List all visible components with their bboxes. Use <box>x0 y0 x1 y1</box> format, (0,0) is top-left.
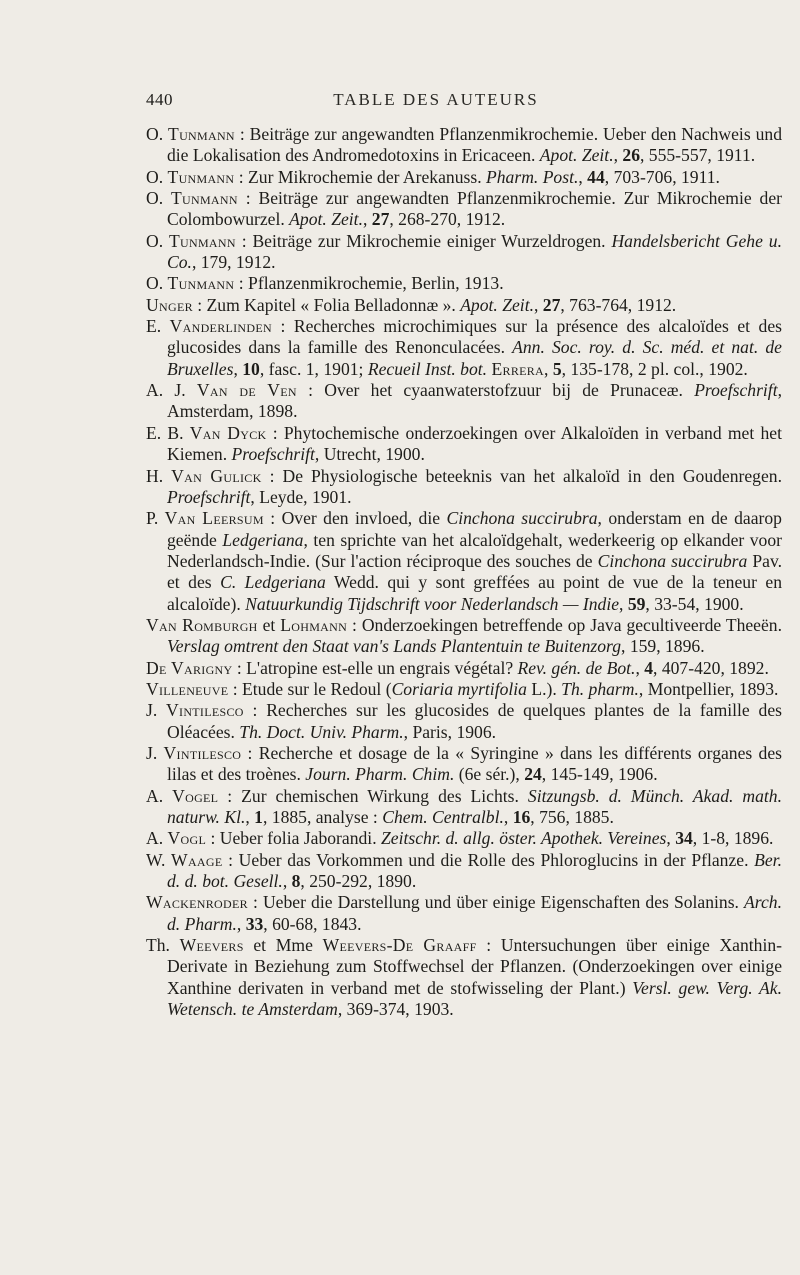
bibliography-entry <box>146 850 782 893</box>
volume-number: 10 <box>242 358 260 379</box>
entry-text: , 268-270, 1912. <box>389 209 506 230</box>
entry-text: , <box>245 807 255 827</box>
publication-title: Th. pharm. <box>561 678 639 699</box>
entry-text: , <box>635 657 645 678</box>
entry-text: , Montpellier, 1893. <box>638 678 779 699</box>
entry-text: Pav. et des <box>167 550 782 593</box>
entry-text: : Untersuchungen über einige Xanthin-Derivate in Beziehung zum Stoffwechsel der Pflanzen. (Onderzoekingen over einige Xanthine derivaten in verband met de stofwisseling der Plant.) <box>167 935 782 998</box>
entry-text: J. <box>146 700 167 721</box>
entry-text: : Over het cyaanwaterstofzuur bij de Prunaceæ. <box>296 380 695 401</box>
author-name: Tunmann <box>167 273 235 294</box>
entry-text: , 33-54, 1900. <box>645 593 744 614</box>
entry-text: : Recherches microchimiques sur la présence des alcaloïdes et des glucosides dans la famille des Renonculacées. <box>167 316 783 358</box>
entry-text: : Beiträge zur Mikrochemie einiger Wurzeldrogen. <box>235 230 612 251</box>
entry-text: , 135-178, 2 pl. col., 1902. <box>561 358 748 379</box>
entry-text: et <box>257 614 281 635</box>
entry-text: , 407-420, 1892. <box>653 657 769 678</box>
bibliography-entry <box>146 466 782 509</box>
entry-text: , 1-8, 1896. <box>692 828 774 849</box>
publication-title: Arch. d. Pharm. <box>167 892 782 934</box>
author-name: Vogl <box>167 828 207 849</box>
author-name: Tunmann <box>170 188 238 209</box>
author-name: Tunmann <box>168 124 235 144</box>
publication-title: Apot. Zeit. <box>289 209 363 230</box>
bibliography-entry <box>146 231 782 274</box>
publication-title: Journ. Pharm. Chim. <box>305 764 455 785</box>
entry-text: H. <box>146 465 172 486</box>
entry-text: : Beiträge zur angewandten Pflanzenmikrochemie. Ueber den Nachweis und die Lokalisation des Andromedotoxins in Ericaceen. <box>167 124 782 166</box>
publication-title: Versl. gew. Verg. Ak. Wetensch. te Amsterdam <box>167 977 782 1020</box>
volume-number: 34 <box>675 828 693 849</box>
entry-text: : L'atropine est-elle un engrais végétal? <box>232 657 518 678</box>
volume-number: 27 <box>371 209 390 230</box>
publication-title: Apot. Zeit. <box>460 294 534 315</box>
publication-title: Rev. gén. de Bot. <box>517 657 636 678</box>
entry-text: , <box>282 871 292 892</box>
entry-text: A. <box>146 828 168 849</box>
entry-text: : Phytochemische onderzoekingen over Alkaloïden in verband met het Kiemen. <box>167 422 782 465</box>
entry-text: , ten sprichte van het alcaloïdgehalt, wederkeerig op elkander voor Nederlandsch-Indie. (Sur l'action réciproque des souches de <box>167 529 782 571</box>
publication-title: Cinchona succirubra <box>597 550 748 571</box>
entry-text: , Utrecht, 1900. <box>314 444 425 465</box>
bibliography-entry <box>146 295 782 316</box>
entry-text: O. <box>146 188 171 209</box>
entry-text: , <box>544 358 553 379</box>
entry-text: , 756, 1885. <box>530 807 614 827</box>
publication-title: Natuurkundig Tijdschrift voor Nederlandsch — Indie <box>245 593 620 614</box>
entry-text: , <box>503 807 513 827</box>
entry-text: W. <box>146 849 172 870</box>
entry-text: : Zur chemischen Wirkung des Lichts. <box>218 785 528 806</box>
volume-number: 26 <box>622 145 640 166</box>
publication-title: Apot. Zeit. <box>539 145 614 166</box>
author-name: De Varigny <box>146 657 233 678</box>
publication-title: Chem. Centralbl. <box>382 807 504 827</box>
publication-title: Pharm. Post. <box>486 166 579 187</box>
entry-text: , <box>578 166 588 187</box>
entry-text: : Onderzoekingen betreffende op Java gecultiveerde Theeën. <box>347 614 782 635</box>
bibliography-entry <box>146 423 782 466</box>
publication-title: C. Ledgeriana <box>220 572 326 593</box>
entry-text: , 179, 1912. <box>191 252 276 273</box>
entry-text: , <box>533 294 543 315</box>
entry-text: Wedd. qui y sont greffées au point de vue de la teneur en alcaloïde). <box>167 572 783 614</box>
entry-text: E. <box>146 316 170 337</box>
publication-title: Coriaria myrtifolia <box>391 678 527 699</box>
entry-text: , 250-292, 1890. <box>300 871 417 892</box>
bibliography-entry <box>146 615 782 658</box>
entry-text: , fasc. 1, 1901; <box>259 358 368 379</box>
bibliography-entry <box>146 508 782 615</box>
bibliography-entry <box>146 124 782 167</box>
entry-text: : Ueber die Darstellung und über einige Eigenschaften des Solanins. <box>247 892 745 913</box>
entry-text: : Over den invloed, die <box>263 508 447 529</box>
bibliography-entry <box>146 316 782 380</box>
entry-text: , <box>613 145 623 166</box>
author-name: Lohmann <box>280 614 348 635</box>
author-name: Errera <box>491 358 545 379</box>
bibliography-entry <box>146 892 782 935</box>
author-name: Van Dyck <box>189 422 267 443</box>
entry-text: , 369-374, 1903. <box>337 999 454 1020</box>
volume-number: 33 <box>245 913 264 934</box>
author-name: Unger <box>146 294 193 315</box>
page-number: 440 <box>146 90 173 109</box>
volume-number: 5 <box>552 358 562 379</box>
entry-text: : Recherches sur les glucosides de quelques plantes de la famille des Oléacées. <box>167 700 782 742</box>
bibliography-entry <box>146 167 782 188</box>
entry-text: , 145-149, 1906. <box>541 764 658 785</box>
entry-text: , <box>362 209 372 230</box>
entry-text: (6e sér.), <box>454 764 525 785</box>
volume-number: 8 <box>291 871 301 892</box>
bibliography-entry <box>146 935 782 1020</box>
entry-text: J. <box>146 742 164 763</box>
author-name: Van Leersum <box>164 508 264 529</box>
author-index-list <box>146 124 782 1020</box>
entry-text: L.). <box>526 678 562 699</box>
entry-text: E. B. <box>146 422 190 443</box>
entry-text: , <box>666 828 676 849</box>
entry-text: O. <box>146 273 168 294</box>
running-head <box>146 90 786 114</box>
entry-text: , Leyde, 1901. <box>250 486 352 507</box>
bibliography-entry <box>146 658 782 679</box>
entry-text: Th. <box>146 935 180 956</box>
bibliography-entry <box>146 679 782 700</box>
volume-number: 27 <box>542 294 561 315</box>
author-name: Weevers <box>179 935 244 956</box>
volume-number: 44 <box>587 166 605 187</box>
entry-text: A. <box>146 785 173 806</box>
author-name: Vintilesco <box>163 742 242 763</box>
author-name: Van Gulick <box>171 465 262 486</box>
author-name: Vintilesco <box>166 700 244 721</box>
author-name: Wackenroder <box>146 892 248 913</box>
entry-text: : De Physiologische beteeknis van het alkaloïd in den Goudenregen. <box>261 465 782 486</box>
publication-title: Proefschrift <box>167 486 251 507</box>
publication-title: Proefschrift <box>694 380 778 401</box>
entry-text: , Paris, 1906. <box>403 721 497 742</box>
bibliography-entry <box>146 700 782 743</box>
entry-text: , 555-557, 1911. <box>639 145 756 166</box>
bibliography-entry <box>146 828 782 849</box>
author-name: Van Romburgh <box>146 614 258 635</box>
entry-text: O. <box>146 124 169 144</box>
entry-text: , 159, 1896. <box>621 636 705 657</box>
entry-text: , onderstam en de daarop geënde <box>167 508 782 550</box>
bibliography-entry <box>146 743 782 786</box>
entry-text: et Mme <box>243 935 323 956</box>
bibliography-entry <box>146 188 782 231</box>
publication-title: Th. Doct. Univ. Pharm. <box>239 721 404 742</box>
volume-number: 1 <box>254 807 263 827</box>
publication-title: Ber. d. d. bot. Gesell. <box>167 849 782 892</box>
entry-text: : Etude sur le Redoul ( <box>228 678 392 699</box>
entry-text: O. <box>146 166 168 187</box>
bibliography-entry <box>146 273 782 294</box>
entry-text: , <box>233 358 243 379</box>
publication-title: Recueil Inst. bot. <box>367 358 488 379</box>
author-name: Waage <box>171 849 223 870</box>
volume-number: 4 <box>644 657 654 678</box>
author-name: Weevers-De Graaff <box>322 935 477 956</box>
publication-title: Sitzungsb. d. Münch. Akad. math. naturw. Kl. <box>167 785 782 827</box>
publication-title: Ann. Soc. roy. d. Sc. méd. et nat. de Bruxelles <box>167 337 782 379</box>
entry-text: , Amsterdam, 1898. <box>167 380 782 422</box>
publication-title: Proefschrift <box>231 444 315 465</box>
author-name: Vogel <box>172 785 219 806</box>
entry-text: : Pflanzenmikrochemie, Berlin, 1913. <box>234 273 504 294</box>
entry-text: A. J. <box>146 380 197 401</box>
entry-text: , <box>619 593 628 614</box>
publication-title: Handelsbericht Gehe u. Co. <box>167 230 782 273</box>
author-name: Villeneuve <box>146 678 229 699</box>
entry-text: , 703-706, 1911. <box>604 166 720 187</box>
entry-text: , 1885, analyse : <box>262 807 383 827</box>
publication-title: Zeitschr. d. allg. öster. Apothek. Vereines <box>381 828 667 849</box>
bibliography-entry <box>146 380 782 423</box>
publication-title: Ledgeriana <box>222 529 304 550</box>
author-name: Tunmann <box>168 230 236 251</box>
bibliography-entry <box>146 786 782 829</box>
entry-text: : Ueber folia Jaborandi. <box>206 828 381 849</box>
entry-text: , 60-68, 1843. <box>263 913 362 934</box>
volume-number: 59 <box>627 593 646 614</box>
volume-number: 24 <box>524 764 542 785</box>
running-title: TABLE DES AUTEURS <box>333 90 539 109</box>
entry-text: : Beiträge zur angewandten Pflanzenmikrochemie. Zur Mikrochemie der Colombowurzel. <box>167 188 782 230</box>
entry-text: , 763-764, 1912. <box>560 294 677 315</box>
entry-text: : Zum Kapitel « Folia Belladonnæ ». <box>192 294 461 315</box>
entry-text: , <box>236 913 246 934</box>
entry-text: : Zur Mikrochemie der Arekanuss. <box>234 166 486 187</box>
author-name: Tunmann <box>167 166 235 187</box>
publication-title: Cinchona succirubra <box>446 508 598 529</box>
entry-text: : Ueber das Vorkommen und die Rolle des Phloroglucins in der Pflanze. <box>222 849 755 870</box>
publication-title: Verslag omtrent den Staat van's Lands Plantentuin te Buitenzorg <box>167 636 622 657</box>
author-name: Vanderlinden <box>169 316 272 337</box>
entry-text: O. <box>146 230 169 251</box>
entry-text: : Recherche et dosage de la « Syringine » dans les différents organes des lilas et des troènes. <box>167 742 782 785</box>
author-name: Van de Ven <box>196 380 297 401</box>
entry-text: P. <box>146 508 165 529</box>
volume-number: 16 <box>512 807 531 827</box>
